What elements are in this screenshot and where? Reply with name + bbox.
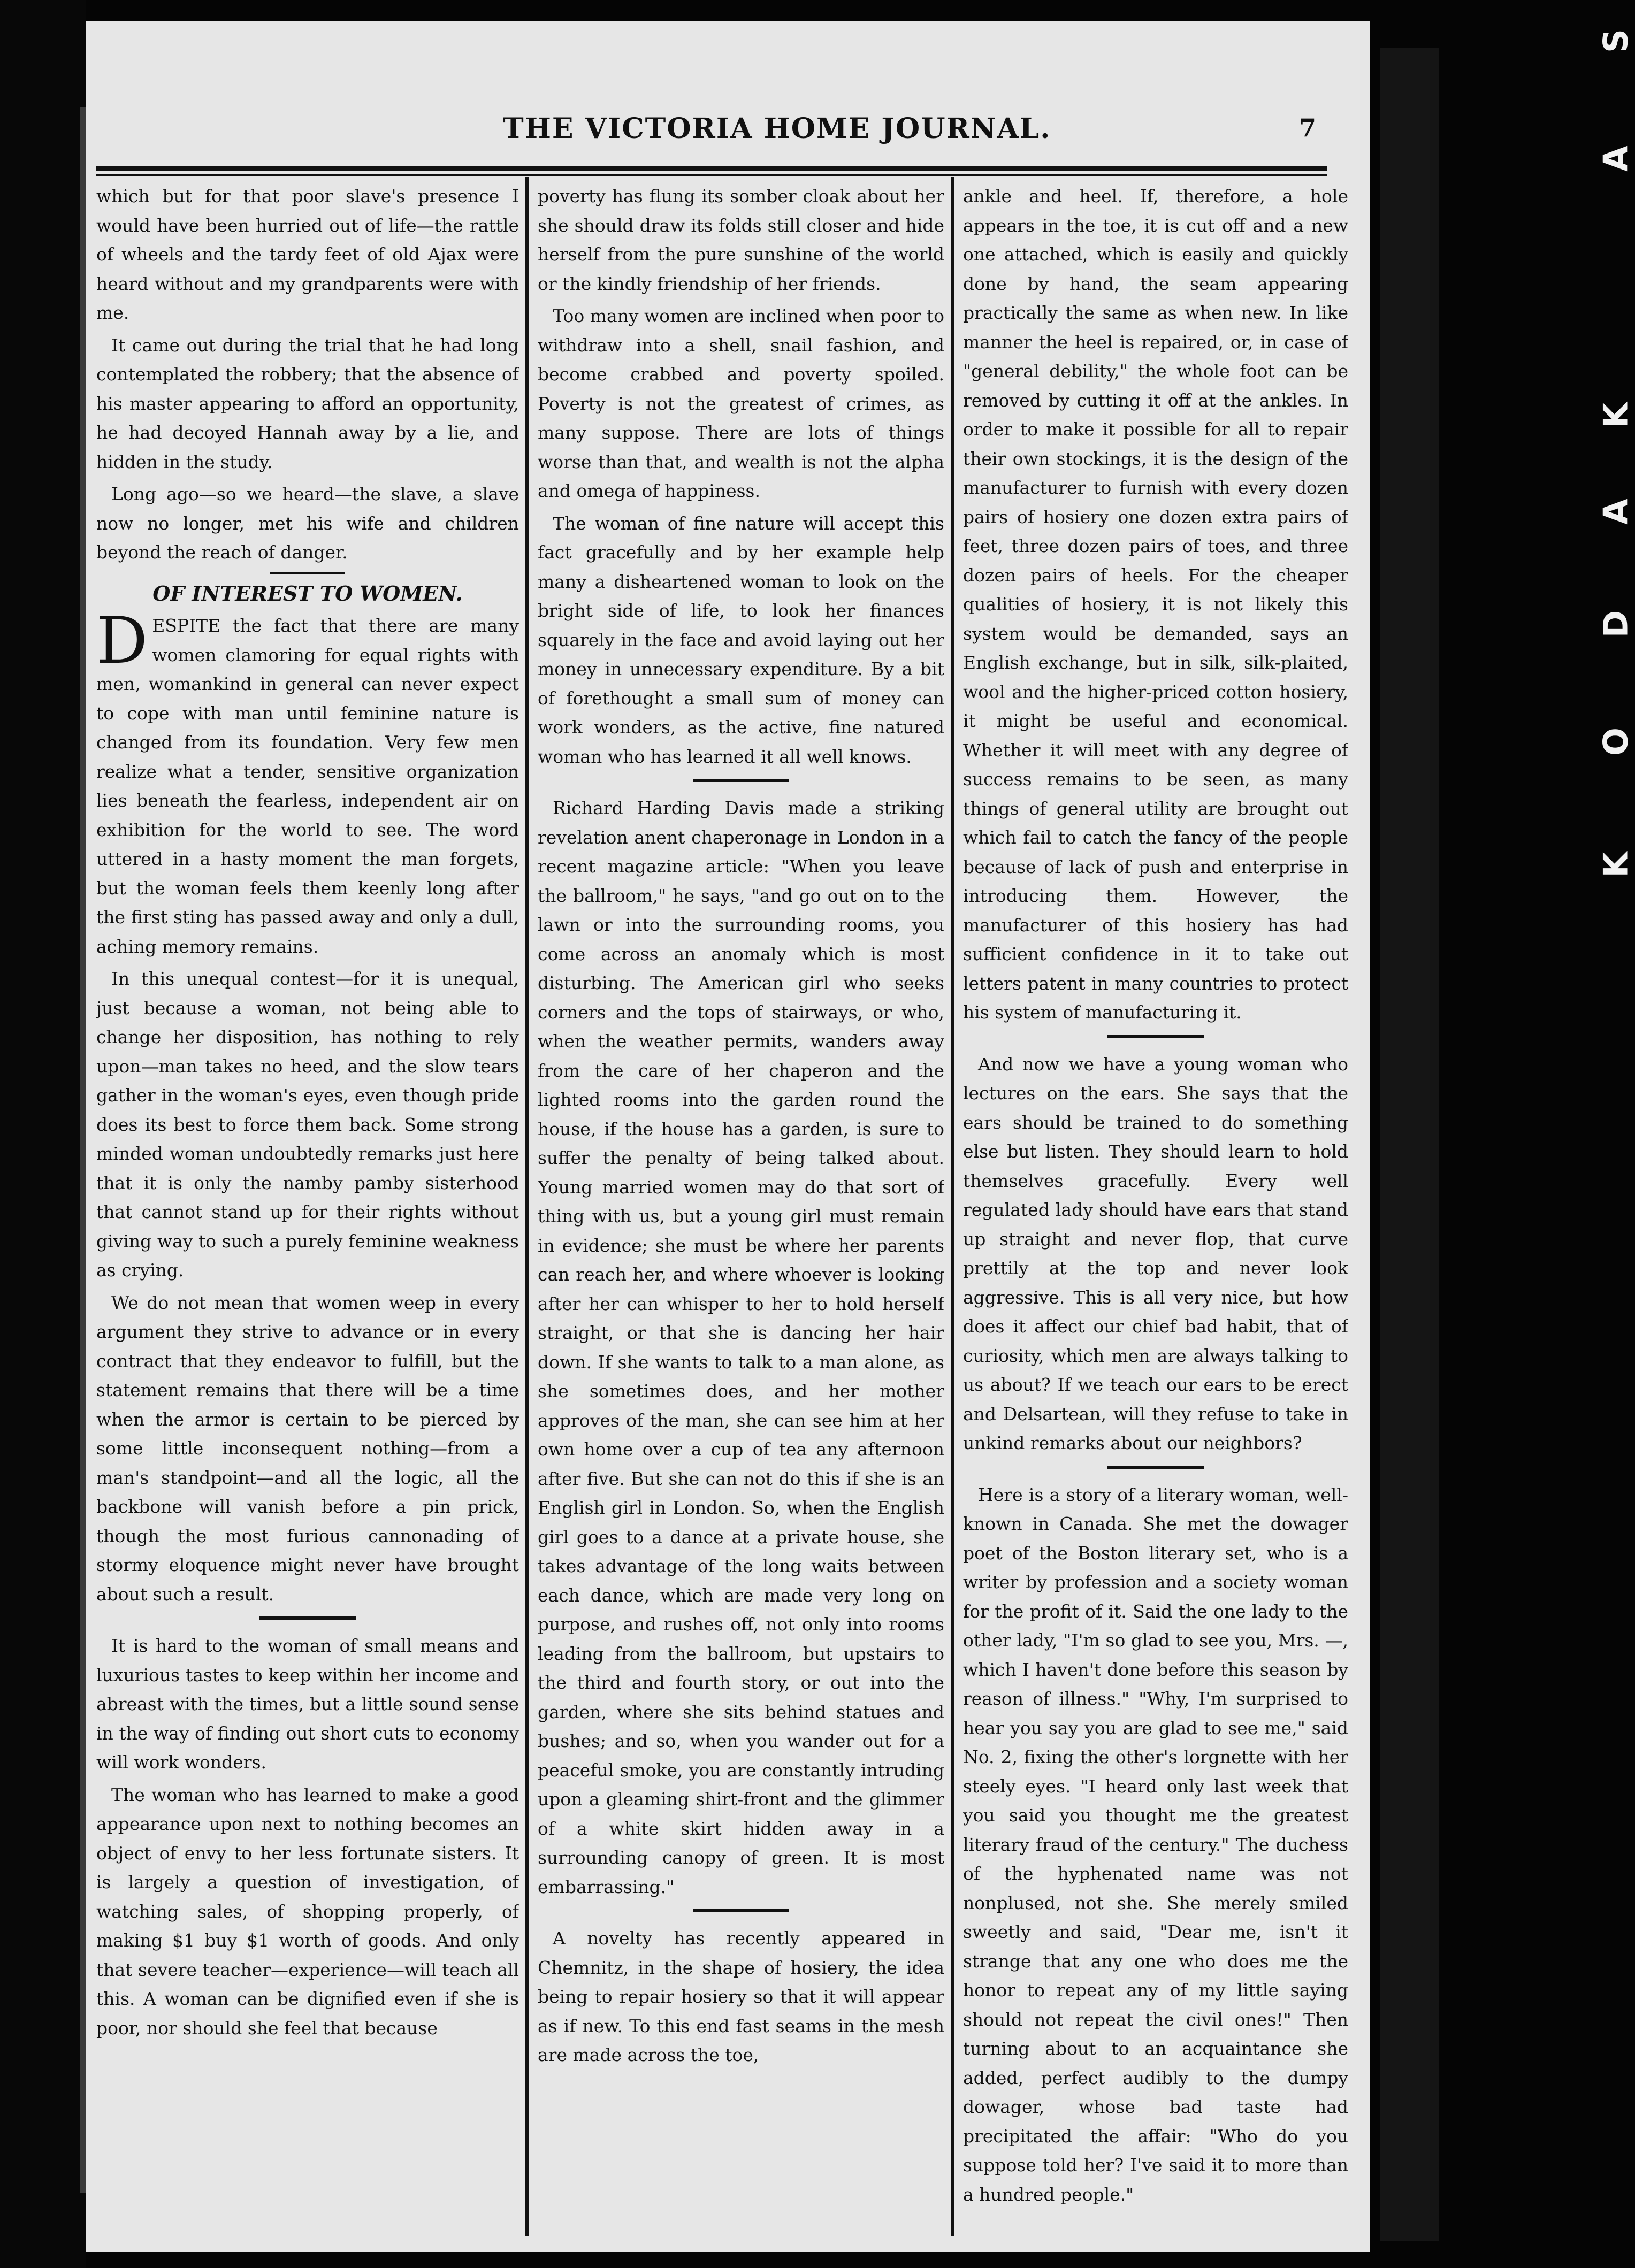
article-paragraph-dropcap: [96, 604, 519, 961]
section-divider: [693, 1909, 789, 1912]
article-paragraph: And now we have a young woman who lectures on the ears. She says that the ears should be trained to do something else but listen. They should learn to hold themselves gracefully. Every well regulated lady should have ears that stand up straight and never flop, that curve prettily at the top and never look aggressive. This is all very nice, but how does it affect our chief bad habit, that of curiosity, which men are always talking to us about? If we teach our ears to be erect and Delsartean, will they refuse to take in unkind remarks about our neighbors?: [963, 1053, 1348, 1453]
article-paragraph: The woman who has learned to make a good appearance upon next to nothing becomes an object of envy to her less fortunate sisters. It is largely a question of investigation, of watching sales, of shopping properly, of making $1 buy $1 worth of goods. And only that severe teacher—experience—will teach all this. A woman can be dignified even if she is poor, nor should she feel that because: [96, 1784, 519, 2039]
article-paragraph: which but for that poor slave's presence I would have been hurried out of life—the rattle of wheels and the tardy feet of old Ajax were heard without and my grandparents were with me.: [96, 186, 519, 323]
left-page-edge: [80, 107, 86, 2193]
film-dark-band: [1380, 48, 1439, 2241]
article-paragraph: Here is a story of a literary woman, well-known in Canada. She met the dowager poet of the Boston literary set, who is a writer by profession and a society woman for the profit of it. Said the one lady to the other lady, "I'm so glad to see you, Mrs. —, which I haven't done before this season by reason of illness." "Why, I'm surprised to hear you say you are glad to see me," said No. 2, fixing the other's lorgnette with her steely eyes. "I heard only last week that you said you thought me the greatest literary fraud of the century." The duchess of the hyphenated name was not nonplused, not she. She merely smiled sweetly and said, "Dear me, isn't it strange that any one who does me the honor to repeat any of my little saying should not repeat the civil ones!" Then turning about to an acquaintance she added, perfect audibly to the dumpy dowager, whose bad taste had precipitated the affair: "Who do you suppose told her? I've said it to more than a hundred people.": [963, 1484, 1348, 2205]
edge-letter: K: [1596, 852, 1635, 878]
article-paragraph: We do not mean that women weep in every argument they strive to advance or in every contract that they endeavor to fulfill, but the statement remains that there will be a time when the armor is certain to be pierced by some little inconsequent nothing—from a man's standpoint—and all the logic, all the backbone will vanish before a pin prick, though the most furious cannonading of stormy eloquence might never have brought about such a result.: [96, 1292, 519, 1605]
section-divider: [1107, 1466, 1204, 1469]
edge-letter: K: [1596, 402, 1635, 428]
edge-letter: D: [1596, 610, 1635, 638]
masthead-title: THE VICTORIA HOME JOURNAL.: [503, 112, 1051, 145]
article-paragraph: ankle and heel. If, therefore, a hole appears in the toe, it is cut off and a new one attached, which is easily and quickly done by hand, the seam appearing practically the same as when new. In like manner the heel is repaired, or, in case of "general debility," the whole foot can be removed by cutting it off at the ankles. In order to make it possible for all to repair their own stockings, it is the design of the manufacturer to furnish with every dozen pairs of hosiery one dozen extra pairs of feet, three dozen pairs of toes, and three dozen pairs of heels. For the cheaper qualities of hosiery, it is not likely this system would be demanded, says an English exchange, but in silk, silk-plaited, wool and the higher-priced cotton hosiery, it might be useful and economical. Whether it will meet with any degree of success remains to be seen, as many things of general utility are brought out which fail to catch the fancy of the people because of lack of push and enterprise in introducing them. However, the manufacturer of this hosiery has had sufficient confidence in it to take out letters patent in many countries to protect his system of manufacturing it.: [963, 186, 1348, 1023]
column-1: [96, 182, 519, 2231]
section-divider: [693, 779, 789, 782]
left-film-margin: [0, 0, 86, 2268]
article-paragraph: A novelty has recently appeared in Chemnitz, in the shape of hosiery, the idea being to repair hosiery so that it will appear as if new. To this end fast seams in the mesh are made across the toe,: [538, 1928, 944, 2065]
section-heading: OF INTEREST TO WOMEN.: [152, 581, 463, 606]
article-paragraph: In this unequal contest—for it is unequal, just because a woman, not being able to change her disposition, has nothing to rely upon—man takes no heed, and the slow tears gather in the woman's eyes, even though pride does its best to force them back. Some strong minded woman undoubtedly remarks just here that it is only the namby pamby sisterhood that cannot stand up for their rights without giving way to such a purely feminine weakness as crying.: [96, 968, 519, 1281]
column-separator-2: [951, 177, 954, 2236]
edge-letter: O: [1596, 727, 1635, 756]
edge-letter: A: [1596, 499, 1635, 525]
section-divider: [270, 572, 345, 574]
article-paragraph: The woman of fine nature will accept this fact gracefully and by her example help many a disheartened woman to look on the bright side of life, to look her finances squarely in the face and avoid laying out her money in unnecessary expenditure. By a bit of forethought a small sum of money can work wonders, as the active, fine natured woman who has learned it all well knows.: [538, 512, 944, 767]
column-3: [963, 182, 1348, 2231]
paragraph-text: ESPITE the fact that there are many women clamoring for equal rights with men, womankind in general can never expect to cope with man until feminine nature is changed from its foundation. Very few men realize what a tender, sensitive organization lies beneath the fearless, independent air on exhibition for the world to see. The word uttered in a hasty moment the man forgets, but the woman feels them keenly long after the first sting has passed away and only a dull, aching memory remains.: [96, 615, 519, 957]
page-header: [86, 102, 1370, 155]
edge-letter: A: [1596, 145, 1635, 172]
section-divider: [1107, 1035, 1204, 1038]
drop-cap: D: [96, 604, 148, 678]
column-separator-1: [525, 177, 529, 2236]
page-number: 7: [1298, 113, 1316, 142]
kodak-edge-marking: [1596, 21, 1635, 931]
header-rule: [96, 166, 1327, 171]
article-paragraph: Too many women are inclined when poor to withdraw into a shell, snail fashion, and become crabbed and poverty spoiled. Poverty is not the greatest of crimes, as many suppose. There are lots of things worse than that, and wealth is not the alpha and omega of happiness.: [538, 305, 944, 501]
article-paragraph: It came out during the trial that he had long contemplated the robbery; that the absence of his master appearing to afford an opportunity, he had decoyed Hannah away by a lie, and hidden in the study.: [96, 334, 519, 472]
column-2: [538, 182, 944, 2231]
section-divider: [259, 1616, 356, 1620]
newspaper-page: [86, 21, 1370, 2252]
article-paragraph: Richard Harding Davis made a striking revelation anent chaperonage in London in a recent magazine article: "When you leave the ballroom," he says, "and go out on to the lawn or into the surrounding rooms, you come across an anomaly which is most disturbing. The American girl who seeks corners and the tops of stairways, or who, when the weather permits, wanders away from the care of her chaperon and the lighted rooms into the garden round the house, if the house has a garden, is sure to suffer the penalty of being talked about. Young married women may do that sort of thing with us, but a young girl must remain in evidence; she must be where her parents can reach her, and where whoever is looking after her can whisper to her to hold herself straight, or that she is dancing her hair down. If she wants to talk to a man alone, as she sometimes does, and her mother approves of the man, she can see him at her own home over a cup of tea any afternoon after five. But she can not do this if she is an English girl in London. So, when the English girl goes to a dance at a private house, she takes advantage of the long waits between each dance, which are made very long on purpose, and rushes off, not only into rooms leading from the ballroom, but upstairs to the third and fourth story, or out into the garden, where she sits behind statues and bushes; and so, when you wander out for a peaceful smoke, you are constantly intruding upon a gleaming shirt-front and the glimmer of a white skirt hidden away in a surrounding canopy of green. It is most embarrassing.": [538, 798, 944, 1897]
header-rule-thin: [96, 174, 1327, 176]
article-paragraph: It is hard to the woman of small means and luxurious tastes to keep within her income and abreast with the times, but a little sound sense in the way of finding out short cuts to economy will work wonders.: [96, 1635, 519, 1773]
edge-letter: S: [1596, 29, 1635, 53]
film-strip: [1370, 0, 1635, 2268]
article-paragraph: poverty has flung its somber cloak about her she should draw its folds still closer and hide herself from the pure sunshine of the world or the kindly friendship of her friends.: [538, 186, 944, 294]
article-paragraph: Long ago—so we heard—the slave, a slave now no longer, met his wife and children beyond the reach of danger.: [96, 484, 519, 563]
